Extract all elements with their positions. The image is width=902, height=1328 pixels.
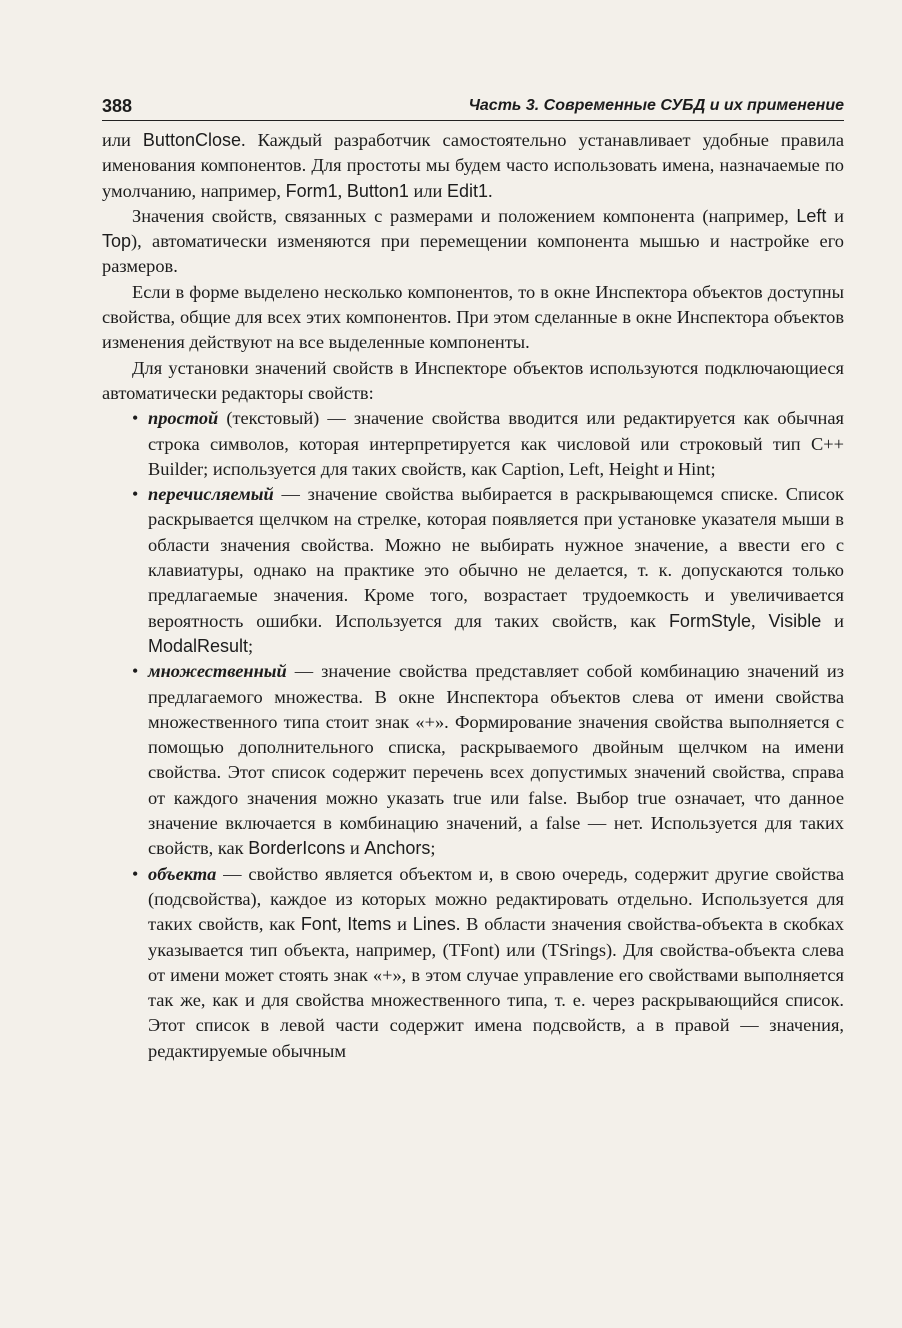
- code-term: FormStyle: [668, 610, 751, 631]
- editor-types-list: [102, 406, 844, 1064]
- code-term: ButtonClose: [142, 130, 241, 150]
- bullet-icon: •: [132, 863, 139, 884]
- list-item-simple: • простой (текстовый) — значение свойства вводится или редактируется как обычная строка символов, которая интерпретируется как числовой или строковый тип C++ Builder; используется для таких свойств, как Caption, Left, Height и Hint;: [132, 408, 844, 479]
- code-term: BorderIcons: [248, 838, 346, 859]
- code-term: Form1: [285, 180, 338, 201]
- paragraph-editors-intro: Для установки значений свойств в Инспекторе объектов используются подключающиеся автоматически редакторы свойств:: [102, 357, 844, 403]
- list-item-set: • множественный — значение свойства представляет собой комбинацию значений из предлагаемого множества. В окне Инспектора объектов слева от имени свойства множественного типа стоит знак «+». Формирование значения свойства выполняется с помощью дополнительного списка, раскрываемого двойным щелчком на имени свойства. Этот список содержит перечень всех допустимых значений свойства, справа от каждого значения можно указать true или false. Выбор true означает, что данное значение включается в комбинацию значений, а false — нет. Используется для таких свойств, как BorderIcons и Anchors;: [132, 661, 844, 859]
- code-term: Edit1: [446, 180, 488, 201]
- list-term: перечисляемый: [148, 484, 274, 505]
- code-term: Items: [347, 914, 392, 935]
- page-header: [102, 96, 844, 121]
- page-body: [102, 128, 844, 1064]
- list-term: простой: [148, 408, 219, 429]
- bullet-icon: •: [132, 661, 139, 682]
- list-item-object: • объекта — свойство является объектом и, в свою очередь, содержит другие свойства (подсвойства), каждое из которых можно редактировать отдельно. Используется для таких свойств, как Font, Items и Lines. В области значения свойства-объекта в скобках указывается тип объекта, например, (TFont) или (TSrings). Для свойства-объекта слева от имени может стоять знак «+», в этом случае управление его свойствами выполняется так же, как и для свойства множественного типа, т. е. через раскрывающийся список. Этот список в левой части содержит имена подсвойств, а в правой — значения, редактируемые обычным: [132, 863, 844, 1061]
- list-term: множественный: [148, 661, 287, 682]
- code-term: Visible: [768, 610, 822, 631]
- list-term: объекта: [148, 863, 217, 884]
- paragraph-multiselect: Если в форме выделено несколько компонентов, то в окне Инспектора объектов доступны свойства, общие для всех этих компонентов. При этом сделанные в окне Инспектора объектов изменения действуют на все выделенные компоненты.: [102, 281, 844, 353]
- paragraph-size-position: Значения свойств, связанных с размерами и положением компонента (например, Left и Top), автоматически изменяются при перемещении компонента мышью и настройке его размеров.: [102, 205, 844, 277]
- paragraph-naming: или ButtonClose. Каждый разработчик самостоятельно устанавливает удобные правила именования компонентов. Для простоты мы будем часто использовать имена, назначаемые по умолчанию, например, Form1, Button1 или Edit1.: [102, 130, 844, 201]
- code-term: Font: [300, 914, 337, 935]
- list-item-enumerated: • перечисляемый — значение свойства выбирается в раскрывающемся списке. Список раскрывается щелчком на стрелке, которая появляется при установке указателя мыши в области значения свойства. Можно не выбирать нужное значение, а ввести его с клавиатуры, однако на практике это обычно не делается, т. к. допускаются только предлагаемые значения. Кроме того, возрастает трудоемкость и увеличивается вероятность ошибки. Используется для таких свойств, как FormStyle, Visible и ModalResult;: [132, 484, 844, 656]
- running-head: Часть 3. Современные СУБД и их применение: [468, 97, 844, 114]
- page-number: 388: [102, 96, 133, 116]
- code-term: Button1: [346, 180, 409, 201]
- code-term: Top: [102, 231, 132, 252]
- bullet-icon: •: [132, 408, 139, 429]
- code-term: ModalResult: [148, 635, 249, 656]
- code-term: Lines: [412, 914, 456, 935]
- bullet-icon: •: [132, 484, 139, 505]
- code-term: Anchors: [364, 838, 431, 859]
- code-term: Left: [796, 205, 827, 226]
